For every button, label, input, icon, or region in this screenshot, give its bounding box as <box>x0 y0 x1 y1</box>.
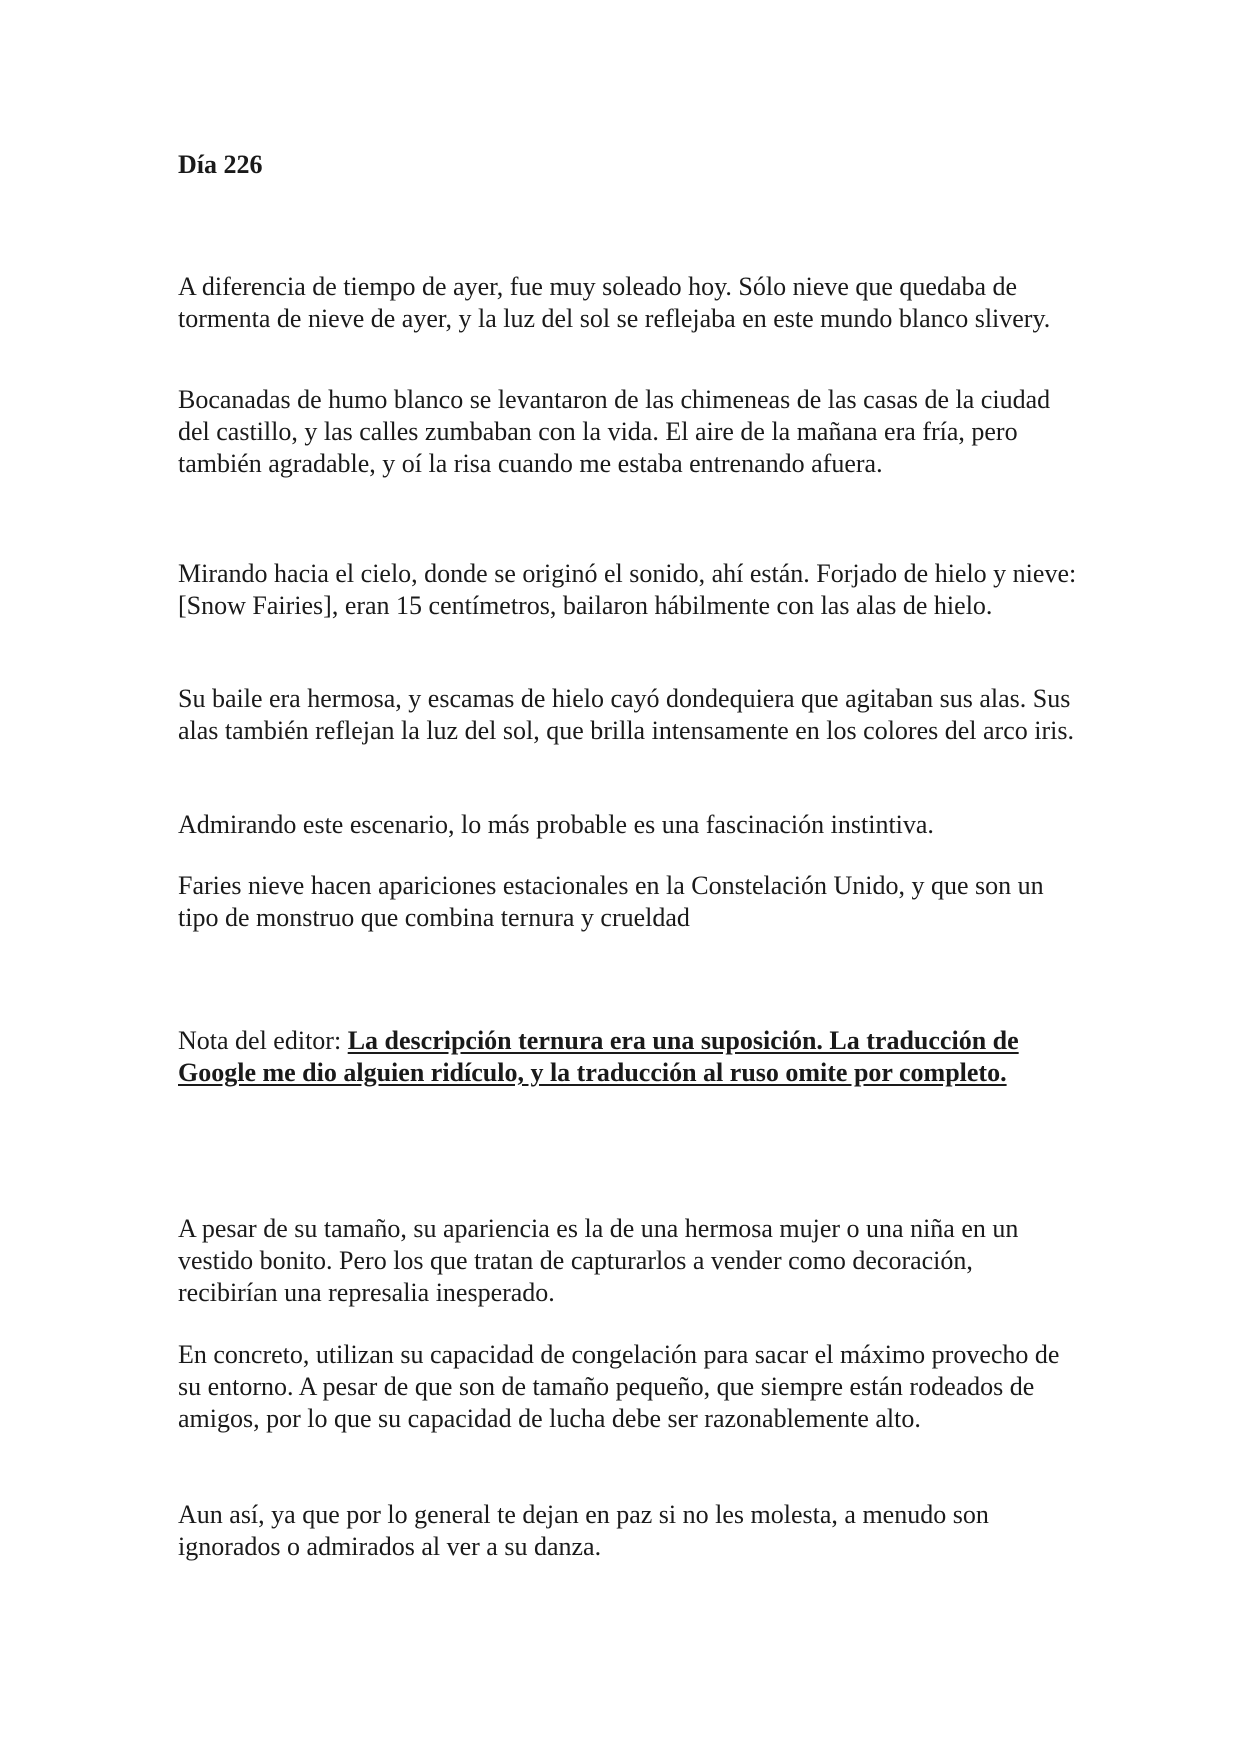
editor-note-label: Nota del editor: <box>178 1026 348 1055</box>
paragraph-7: A pesar de su tamaño, su apariencia es la de una hermosa mujer o una niña en un vestido bonito. Pero los que tratan de capturarlos a vender como decoración, recibirían una represalia inesperado. <box>178 1214 1019 1307</box>
page-title: Día 226 <box>178 150 263 179</box>
paragraph-4: Su baile era hermosa, y escamas de hielo cayó dondequiera que agitaban sus alas. Sus alas también reflejan la luz del sol, que brilla intensamente en los colores del arco iris. <box>178 684 1074 745</box>
editor-note-text: La descripción ternura era una suposición. La traducción de Google me dio alguien ridículo, y la traducción al ruso omite por completo. <box>178 1026 1019 1087</box>
editor-note <box>178 1025 1078 1089</box>
paragraph-3: Mirando hacia el cielo, donde se originó el sonido, ahí están. Forjado de hielo y nieve: [Snow Fairies], eran 15 centímetros, bailaron hábilmente con las alas de hielo. <box>178 559 1077 620</box>
paragraph-1: A diferencia de tiempo de ayer, fue muy soleado hoy. Sólo nieve que quedaba de tormenta de nieve de ayer, y la luz del sol se reflejaba en este mundo blanco slivery. <box>178 272 1051 333</box>
paragraph-2: Bocanadas de humo blanco se levantaron de las chimeneas de las casas de la ciudad del castillo, y las calles zumbaban con la vida. El aire de la mañana era fría, pero también agradable, y oí la risa cuando me estaba entrenando afuera. <box>178 385 1051 478</box>
paragraph-6: Faries nieve hacen apariciones estacionales en la Constelación Unido, y que son un tipo de monstruo que combina ternura y crueldad <box>178 871 1044 932</box>
paragraph-5: Admirando este escenario, lo más probable es una fascinación instintiva. <box>178 810 934 839</box>
paragraph-8: En concreto, utilizan su capacidad de congelación para sacar el máximo provecho de su entorno. A pesar de que son de tamaño pequeño, que siempre están rodeados de amigos, por lo que su capacidad de lucha debe ser razonablemente alto. <box>178 1340 1060 1433</box>
paragraph-9: Aun así, ya que por lo general te dejan en paz si no les molesta, a menudo son ignorados o admirados al ver a su danza. <box>178 1500 989 1561</box>
